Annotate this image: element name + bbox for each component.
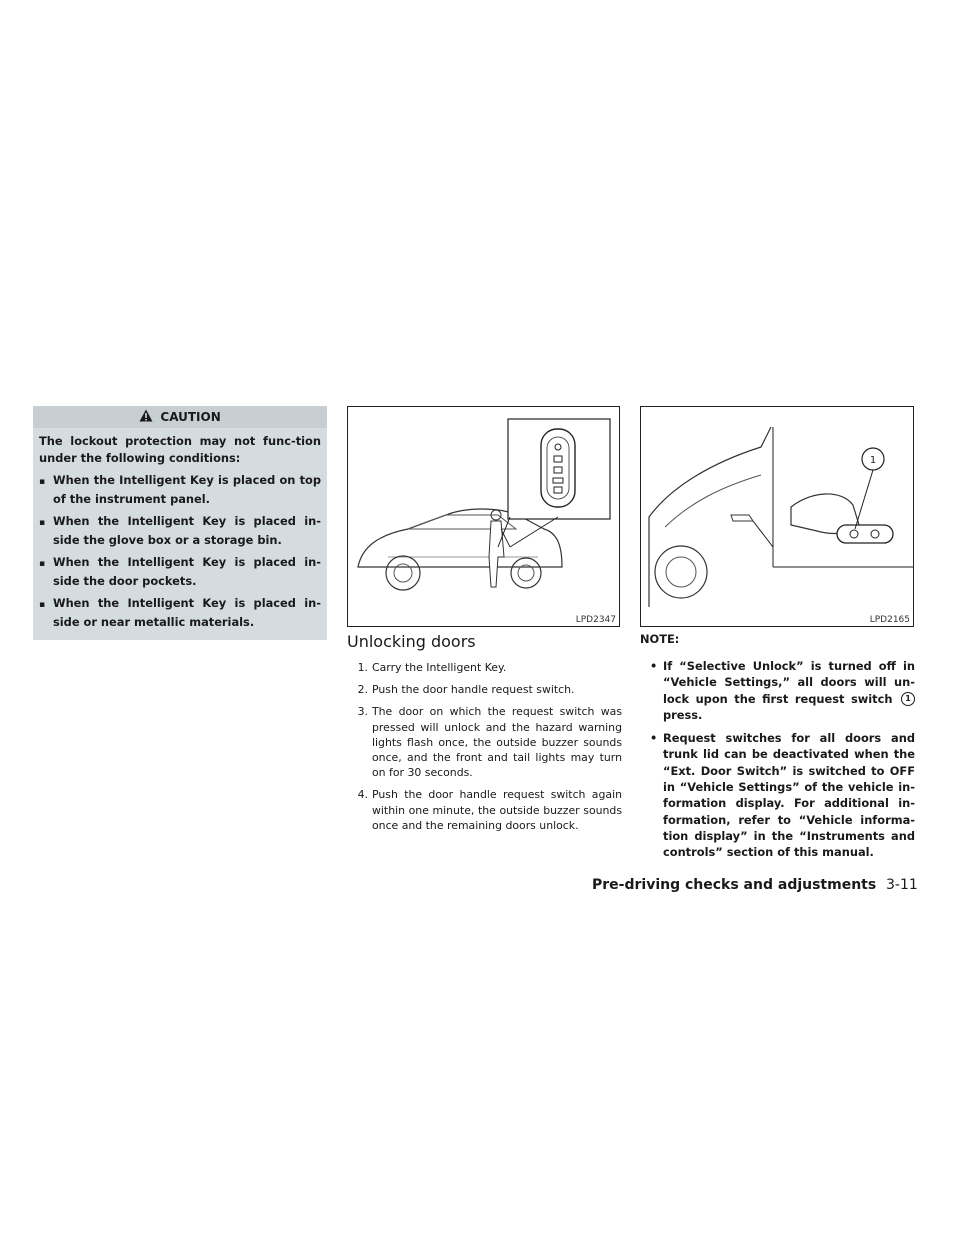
note-tail: press. bbox=[663, 707, 703, 722]
caution-item: ▪ When the Intelligent Key is placed on top of the instrument panel. bbox=[39, 472, 321, 507]
step-text: Carry the Intelligent Key. bbox=[372, 661, 507, 674]
caution-header bbox=[33, 406, 327, 428]
step-item bbox=[350, 787, 622, 833]
note-title: NOTE: bbox=[640, 632, 680, 646]
steps-list bbox=[350, 660, 622, 840]
footer-section-title: Pre-driving checks and adjustments bbox=[592, 877, 877, 893]
note-list bbox=[650, 658, 915, 868]
figure-code: LPD2165 bbox=[869, 615, 910, 625]
figure-door-handle bbox=[640, 406, 914, 627]
car-with-person-illustration bbox=[348, 407, 619, 626]
caution-item: ▪ When the Intelligent Key is placed in-side or near metallic materials. bbox=[39, 595, 321, 630]
callout-number: 1 bbox=[869, 455, 877, 466]
caution-box bbox=[33, 406, 327, 640]
step-item bbox=[350, 660, 622, 675]
caution-list bbox=[33, 472, 327, 630]
page-number: 3-11 bbox=[886, 877, 918, 893]
bullet-icon: • bbox=[650, 659, 658, 673]
note-text: Request switches for all doors and trunk lid can be deactivated when the “Ext. Door Switch” is switched to OFF in “Vehicle Settings” of the vehicle in-formation display. For additional in-formation, refer to “Vehicle informa-tion display” in the “Instruments and controls” section of this manual. bbox=[663, 731, 915, 860]
step-item bbox=[350, 704, 622, 780]
step-number: 1. bbox=[357, 661, 368, 674]
step-text: Push the door handle request switch again within one minute, the outside buzzer sounds once and the remaining doors unlock. bbox=[372, 788, 622, 832]
step-number: 4. bbox=[357, 788, 368, 802]
bullet-icon: • bbox=[650, 731, 658, 746]
step-item bbox=[350, 682, 622, 697]
note-text: If “Selective Unlock” is turned off in “Vehicle Settings,” all doors will un-lock upon the first request switch bbox=[663, 659, 915, 706]
section-title: Unlocking doors bbox=[347, 632, 476, 651]
caution-item: ▪ When the Intelligent Key is placed in-side the glove box or a storage bin. bbox=[39, 513, 321, 548]
figure-code: LPD2347 bbox=[575, 615, 616, 625]
caution-title: CAUTION bbox=[160, 410, 221, 424]
note-item bbox=[650, 658, 915, 723]
caution-item: ▪ When the Intelligent Key is placed in-side the door pockets. bbox=[39, 554, 321, 589]
callout-number-icon: 1 bbox=[901, 692, 915, 706]
step-text: The door on which the request switch was pressed will unlock and the hazard warning lights flash once, the outside buzzer sounds once, and the front and tail lights may turn on for 30 seconds. bbox=[372, 705, 622, 780]
figure-car-and-key bbox=[347, 406, 620, 627]
step-number: 3. bbox=[357, 705, 368, 719]
warning-triangle-icon bbox=[139, 407, 153, 429]
step-text: Push the door handle request switch. bbox=[372, 683, 575, 697]
door-handle-illustration bbox=[641, 407, 913, 626]
caution-intro: The lockout protection may not func-tion under the following conditions: bbox=[39, 434, 321, 465]
note-item bbox=[650, 730, 915, 860]
step-number: 2. bbox=[357, 683, 368, 697]
